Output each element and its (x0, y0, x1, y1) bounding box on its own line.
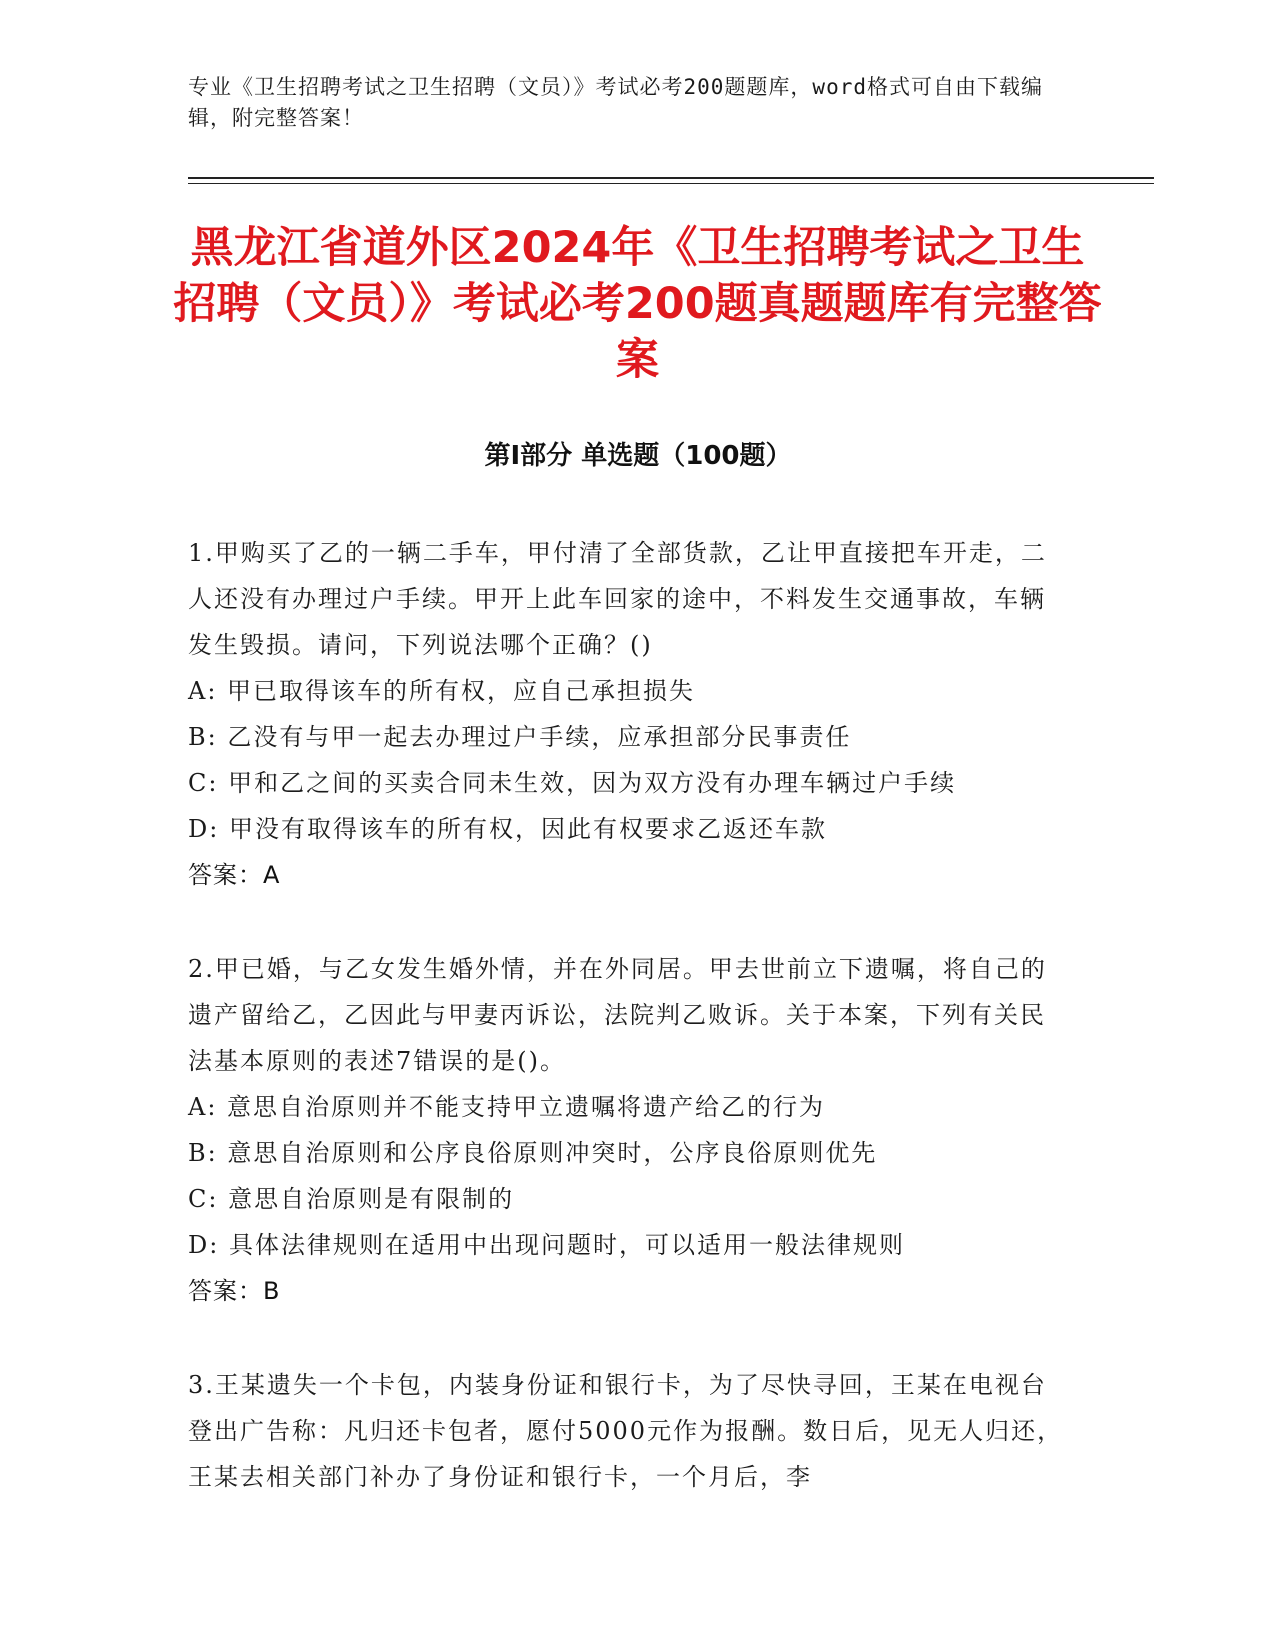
option-a: A: 意思自治原则并不能支持甲立遗嘱将遗产给乙的行为 (188, 1093, 826, 1121)
header-divider-thin (188, 183, 1154, 184)
answer: 答案：B (188, 1277, 281, 1305)
header-divider-thick (188, 177, 1154, 179)
question-list (188, 530, 1068, 1548)
option-b: B: 乙没有与甲一起去办理过户手续，应承担部分民事责任 (188, 723, 852, 751)
question-stem: 3.王某遗失一个卡包，内装身份证和银行卡，为了尽快寻回，王某在电视台登出广告称：凡归还卡包者，愿付5000元作为报酬。数日后，见无人归还，王某去相关部门补办了身份证和银行卡，一个月后，李 (188, 1371, 1064, 1491)
option-a: A: 甲已取得该车的所有权，应自己承担损失 (188, 677, 696, 705)
document-title: 黑龙江省道外区2024年《卫生招聘考试之卫生招聘（文员）》考试必考200题真题题库有完整答案 (173, 223, 1102, 385)
question-stem: 2.甲已婚，与乙女发生婚外情，并在外同居。甲去世前立下遗嘱，将自己的遗产留给乙，乙因此与甲妻丙诉讼，法院判乙败诉。关于本案，下列有关民法基本原则的表述7错误的是()。 (188, 955, 1047, 1075)
answer: 答案：A (188, 861, 281, 889)
option-c: C: 意思自治原则是有限制的 (188, 1185, 515, 1213)
option-d: D: 甲没有取得该车的所有权，因此有权要求乙返还车款 (188, 815, 827, 843)
question-3 (188, 1362, 1068, 1500)
intro-note: 专业《卫生招聘考试之卫生招聘（文员）》考试必考200题题库，word格式可自由下载编辑，附完整答案！ (188, 75, 1043, 130)
option-b: B: 意思自治原则和公序良俗原则冲突时，公序良俗原则优先 (188, 1139, 878, 1167)
option-c: C: 甲和乙之间的买卖合同未生效，因为双方没有办理车辆过户手续 (188, 769, 957, 797)
question-stem: 1.甲购买了乙的一辆二手车，甲付清了全部货款，乙让甲直接把车开走，二人还没有办理过户手续。甲开上此车回家的途中，不料发生交通事故，车辆发生毁损。请问，下列说法哪个正确？() (188, 539, 1047, 659)
option-d: D: 具体法律规则在适用中出现问题时，可以适用一般法律规则 (188, 1231, 905, 1259)
question-2 (188, 946, 1068, 1314)
part-heading: 第Ⅰ部分 单选题（100题） (484, 441, 792, 471)
question-1 (188, 530, 1068, 898)
